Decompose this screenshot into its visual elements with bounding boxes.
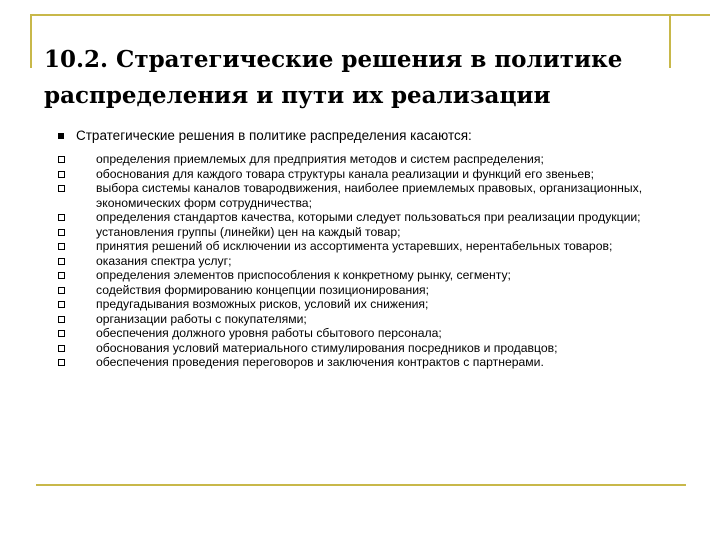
hollow-square-bullet-icon xyxy=(58,214,65,221)
hollow-square-bullet-icon xyxy=(58,287,65,294)
sub-bullet-text: установления группы (линейки) цен на каждый товар; xyxy=(96,224,401,239)
sub-bullet-text: содействия формированию концепции позиционирования; xyxy=(96,282,430,297)
hollow-square-bullet-icon xyxy=(58,345,65,352)
hollow-square-bullet-icon xyxy=(58,316,65,323)
frame-right-line xyxy=(669,14,671,68)
sub-bullet-item xyxy=(58,268,698,283)
hollow-square-bullet-icon xyxy=(58,243,65,250)
sub-bullet-item xyxy=(58,254,698,269)
sub-bullet-item xyxy=(58,152,698,167)
hollow-square-bullet-icon xyxy=(58,301,65,308)
sub-bullet-item xyxy=(58,239,698,254)
sub-bullet-text: обеспечения должного уровня работы сбытового персонала; xyxy=(96,326,442,340)
sub-bullet-item xyxy=(58,167,698,182)
sub-bullet-text: принятия решений об исключении из ассортимента устаревших, нерентабельных товаров; xyxy=(96,239,613,253)
sub-bullet-text: предугадывания возможных рисков, условий их снижения; xyxy=(96,297,429,311)
square-bullet-icon xyxy=(58,133,64,139)
frame-top-line xyxy=(30,14,710,16)
hollow-square-bullet-icon xyxy=(58,185,65,192)
sub-bullet-text: обеспечения проведения переговоров и заключения контрактов с партнерами. xyxy=(96,355,544,369)
sub-bullet-item xyxy=(58,181,698,210)
slide-title: 10.2. Стратегические решения в политике распределения и пути их реализации xyxy=(44,46,623,109)
hollow-square-bullet-icon xyxy=(58,330,65,337)
sub-bullet-item xyxy=(58,355,698,370)
sub-bullet-text: организации работы с покупателями; xyxy=(96,311,307,326)
sub-bullet-text: обоснования для каждого товара структуры канала реализации и функций его звеньев; xyxy=(96,166,595,181)
sub-bullet-text: определения стандартов качества, которыми следует пользоваться при реализации продукции; xyxy=(96,210,641,224)
sub-bullet-item xyxy=(58,297,698,312)
sub-bullet-text: определения приемлемых для предприятия методов и систем распределения; xyxy=(96,152,544,166)
sub-bullet-item xyxy=(58,326,698,341)
hollow-square-bullet-icon xyxy=(58,359,65,366)
sub-bullet-text: выбора системы каналов товародвижения, наиболее приемлемых правовых, организационных, экономических форм сотрудничества; xyxy=(96,181,643,210)
sub-bullet-item xyxy=(58,341,698,356)
sub-bullet-text: обоснования условий материального стимулирования посредников и продавцов; xyxy=(96,340,558,355)
frame-left-line xyxy=(30,14,32,68)
sub-bullet-text: определения элементов приспособления к конкретному рынку, сегменту; xyxy=(96,268,511,282)
main-bullet-item xyxy=(58,128,698,370)
sub-bullet-item xyxy=(58,283,698,298)
hollow-square-bullet-icon xyxy=(58,156,65,163)
sub-bullet-list xyxy=(76,152,698,370)
hollow-square-bullet-icon xyxy=(58,272,65,279)
frame-bottom-line xyxy=(36,484,686,486)
main-bullet-list xyxy=(58,128,698,370)
sub-bullet-item xyxy=(58,225,698,240)
main-bullet-text: Стратегические решения в политике распределения касаются: xyxy=(76,128,472,143)
sub-bullet-item xyxy=(58,210,698,225)
hollow-square-bullet-icon xyxy=(58,258,65,265)
sub-bullet-item xyxy=(58,312,698,327)
hollow-square-bullet-icon xyxy=(58,229,65,236)
sub-bullet-text: оказания спектра услуг; xyxy=(96,253,232,268)
hollow-square-bullet-icon xyxy=(58,171,65,178)
